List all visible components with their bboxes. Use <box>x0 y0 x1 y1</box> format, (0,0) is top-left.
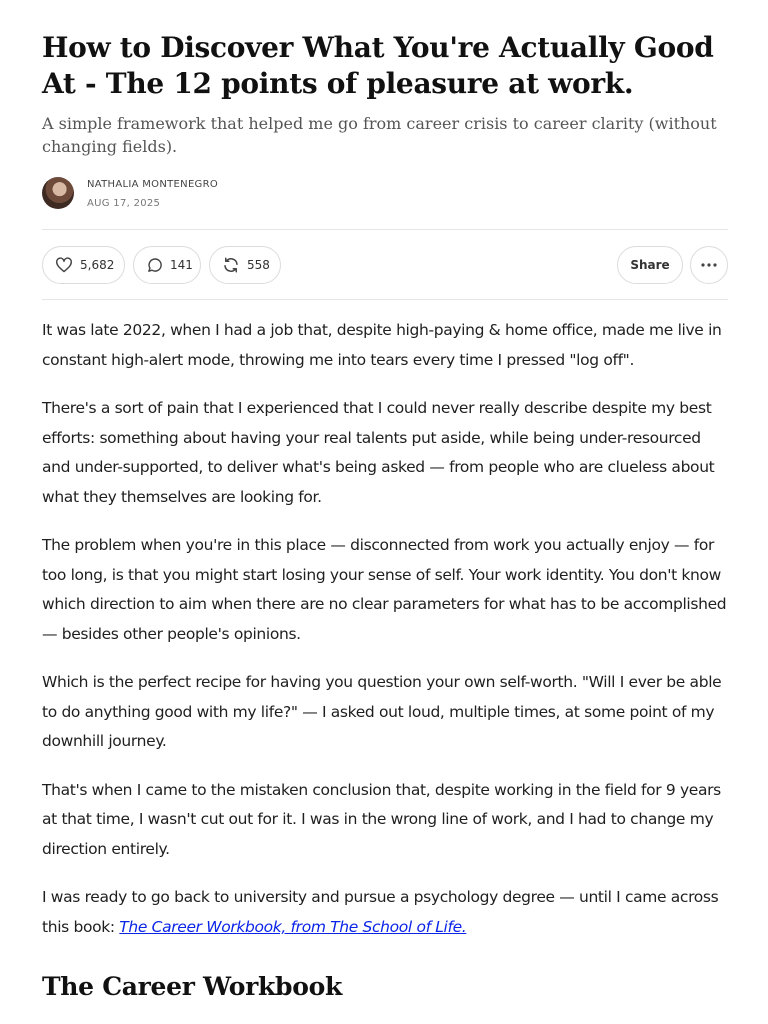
section-heading: The Career Workbook <box>42 972 343 1001</box>
divider-top <box>42 229 728 230</box>
body-paragraph: Which is the perfect recipe for having you question your own self-worth. "Will I ever be able to do anything good with my life?" — I asked out loud, multiple times, at some point of my downhill journey. <box>42 673 722 750</box>
post-date: AUG 17, 2025 <box>87 198 161 209</box>
book-link[interactable]: The Career Workbook, from The School of Life. <box>119 917 467 936</box>
paragraph-text: I was ready to go back to university and pursue a psychology degree — until I came across this book: <box>42 888 719 936</box>
heart-icon <box>55 257 73 273</box>
author-name[interactable]: NATHALIA MONTENEGRO <box>87 179 219 190</box>
body-paragraph: It was late 2022, when I had a job that, despite high-paying & home office, made me live in constant high-alert mode, throwing me into tears every time I pressed "log off". <box>42 321 722 369</box>
post-body <box>42 316 732 961</box>
restack-count: 558 <box>247 258 270 272</box>
post-subtitle: A simple framework that helped me go from career crisis to career clarity (without changing fields). <box>42 114 717 156</box>
share-button[interactable] <box>617 246 683 284</box>
body-paragraph: There's a sort of pain that I experienced that I could never really describe despite my best efforts: something about having your real talents put aside, while being under-resourced and under-supported, to deliver what's being asked — from people who are clueless about what they themselves are looking for. <box>42 399 715 506</box>
like-button[interactable] <box>42 246 125 284</box>
share-label: Share <box>630 258 670 272</box>
body-paragraph: The problem when you're in this place — disconnected from work you actually enjoy — for too long, is that you might start losing your sense of self. Your work identity. You don't know which direction to aim when there are no clear parameters for what has to be accomplished — besides other people's opinions. <box>42 536 727 643</box>
comment-count: 141 <box>170 258 193 272</box>
post-title: How to Discover What You're Actually Good At - The 12 points of pleasure at work. <box>42 31 714 100</box>
like-count: 5,682 <box>80 258 115 272</box>
author-avatar[interactable] <box>42 177 74 209</box>
more-horizontal-icon <box>701 263 717 267</box>
comment-button[interactable] <box>133 246 201 284</box>
restack-icon <box>222 256 240 274</box>
comment-bubble-icon <box>146 257 163 274</box>
body-paragraph-with-link <box>42 883 732 942</box>
body-paragraph: That's when I came to the mistaken conclusion that, despite working in the field for 9 years at that time, I wasn't cut out for it. I was in the wrong line of work, and I had to change my direction entirely. <box>42 780 721 858</box>
more-options-button[interactable] <box>690 246 728 284</box>
restack-button[interactable] <box>209 246 281 284</box>
divider-bottom <box>42 299 728 300</box>
